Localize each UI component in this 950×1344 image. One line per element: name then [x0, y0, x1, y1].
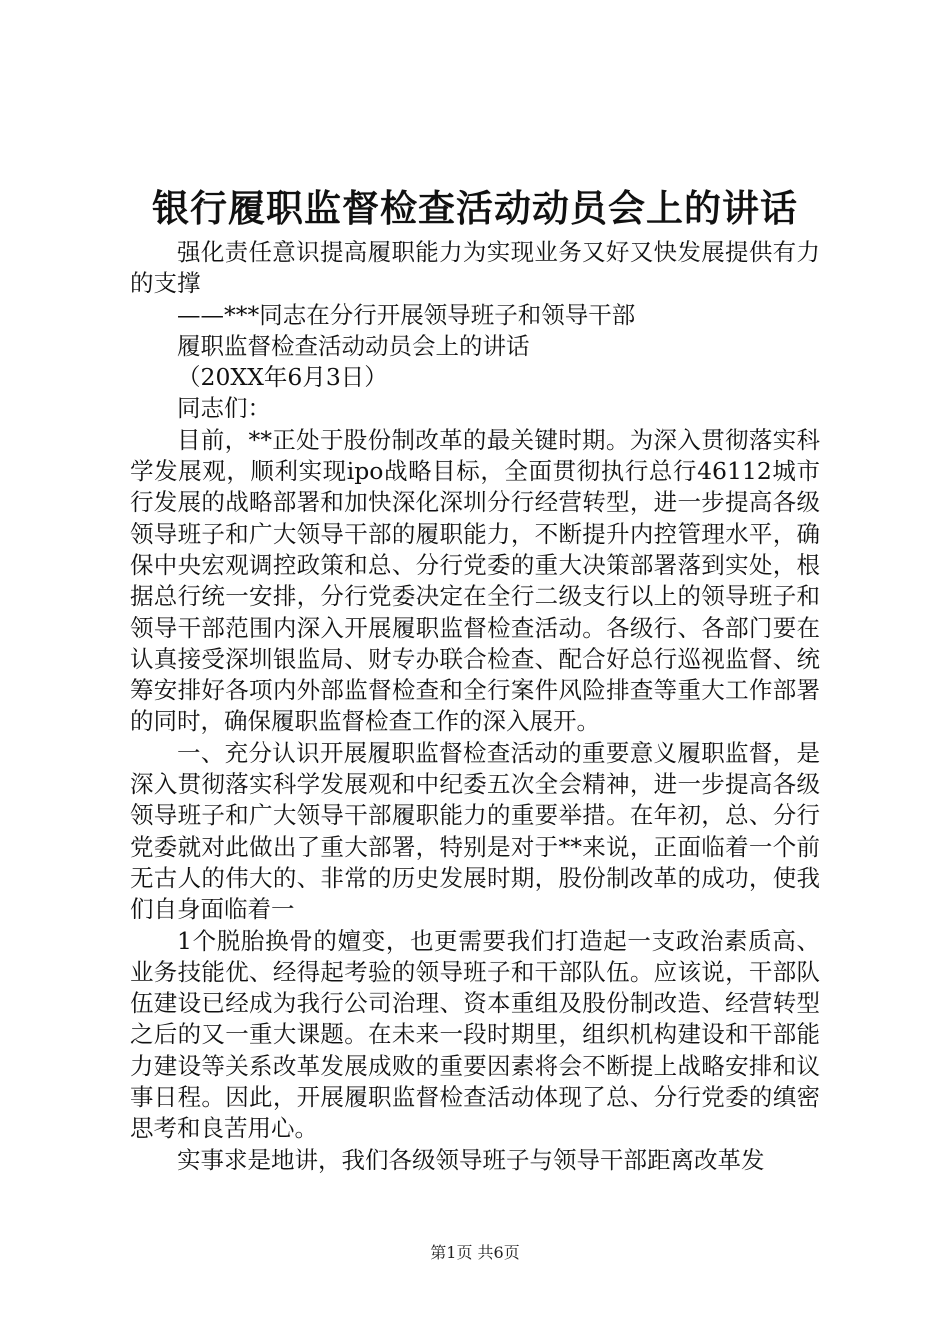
body-paragraph: 一、充分认识开展履职监督检查活动的重要意义履职监督，是深入贯彻落实科学发展观和中纪委五次全会精神，进一步提高各级领导班子和广大领导干部履职能力的重要举措。在年初，总、分行党委就对此做出了重大部署，特别是对于**来说，正面临着一个前无古人的伟大的、非常的历史发展时期，股份制改革的成功，使我们自身面临着一 — [130, 738, 820, 924]
subtitle-paragraph: 强化责任意识提高履职能力为实现业务又好又快发展提供有力的支撑 — [130, 238, 820, 298]
date-line: （20XX年6月3日） — [177, 363, 388, 392]
salutation: 同志们： — [177, 394, 271, 423]
document-body — [130, 237, 820, 1176]
document-title: 银行履职监督检查活动动员会上的讲话 — [152, 186, 798, 230]
speech-occasion-line: 履职监督检查活动动员会上的讲话 — [177, 331, 530, 360]
body-paragraph: 目前，**正处于股份制改革的最关键时期。为深入贯彻落实科学发展观，顺利实现ipo战略目标，全面贯彻执行总行46112城市行发展的战略部署和加快深化深圳分行经营转型，进一步提高各级领导班子和广大领导干部的履职能力，不断提升内控管理水平，确保中央宏观调控政策和总、分行党委的重大决策部署落到实处，根据总行统一安排，分行党委决定在全行二级支行以上的领导班子和领导干部范围内深入开展履职监督检查活动。各级行、各部门要在认真接受深圳银监局、财专办联合检查、配合好总行巡视监督、统筹安排好各项内外部监督检查和全行案件风险排查等重大工作部署的同时，确保履职监督检查工作的深入展开。 — [130, 425, 820, 736]
page-number-footer: 第1页 共6页 — [430, 1243, 520, 1262]
speaker-line: ——***同志在分行开展领导班子和领导干部 — [177, 300, 636, 329]
body-paragraph: 实事求是地讲，我们各级领导班子与领导干部距离改革发 — [177, 1145, 765, 1174]
body-paragraph: 1个脱胎换骨的嬗变，也更需要我们打造起一支政治素质高、业务技能优、经得起考验的领导班子和干部队伍。应该说，干部队伍建设已经成为我行公司治理、资本重组及股份制改造、经营转型之后的又一重大课题。在未来一段时期里，组织机构建设和干部能力建设等关系改革发展成败的重要因素将会不断提上战略安排和议事日程。因此，开展履职监督检查活动体现了总、分行党委的缜密思考和良苦用心。 — [130, 926, 820, 1143]
